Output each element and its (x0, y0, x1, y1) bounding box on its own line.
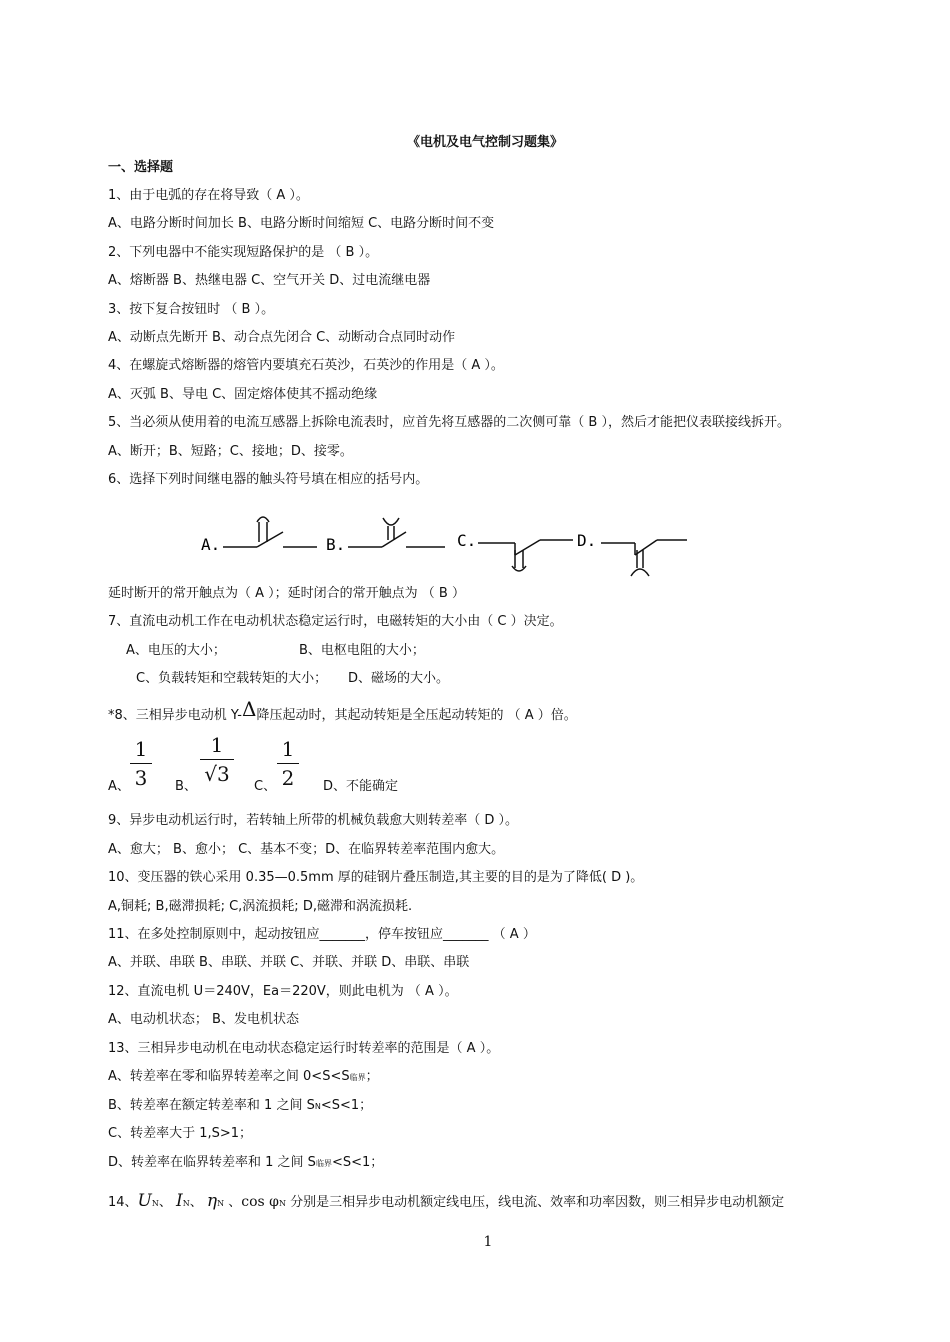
question-14 (108, 1192, 784, 1213)
question-4: 4、在螺旋式熔断器的熔管内要填充石英沙，石英沙的作用是（ A ）。 (108, 358, 504, 373)
question-1: 1、由于电弧的存在将导致（ A ）。 (108, 188, 309, 203)
option-b-end: <S<1； (320, 1098, 373, 1113)
subscript-n: N (182, 1199, 190, 1208)
question-6: 6、选择下列时间继电器的触头符号填在相应的括号内。 (108, 472, 429, 487)
question-8 (108, 697, 577, 725)
section-heading: 一、选择题 (108, 160, 174, 175)
question-5: 5、当必须从使用着的电流互感器上拆除电流表时，应首先将互感器的二次侧可靠（ B ），然后才能把仪表联接线拆开。 (108, 415, 790, 430)
fraction-c (277, 737, 299, 790)
question-10-options: A,铜耗; B,磁滞损耗; C,涡流损耗; D,磁滞和涡流损耗. (108, 899, 413, 914)
fraction-c-numerator: 1 (281, 737, 295, 761)
delta-symbol: Δ (242, 697, 257, 721)
fraction-b-denominator: √3 (204, 762, 230, 786)
separator: 、 (189, 1195, 203, 1210)
question-11-options: A、并联、串联 B、串联、并联 C、并联、并联 D、串联、串联 (108, 955, 470, 970)
question-1-options: A、电路分断时间加长 B、电路分断时间缩短 C、电路分断时间不变 (108, 216, 495, 231)
question-4-options: A、灭弧 B、导电 C、固定熔体使其不摇动绝缘 (108, 387, 378, 402)
rated-current-symbol: I (176, 1191, 183, 1211)
subscript-n: N (151, 1199, 159, 1208)
question-9: 9、异步电动机运行时，若转轴上所带的机械负载愈大则转差率（ D ）。 (108, 813, 519, 828)
question-8-option-b: B、 (175, 779, 197, 794)
option-a-text: A、转差率在零和临界转差率之间 0<S<S (108, 1069, 350, 1084)
fraction-a-denominator: 3 (134, 766, 148, 790)
question-7: 7、直流电动机工作在电动机状态稳定运行时，电磁转矩的大小由（ C ）决定。 (108, 614, 563, 629)
question-7-option-b: B、电枢电阻的大小； (299, 643, 425, 658)
relay-contact-symbols (195, 510, 695, 582)
question-12: 12、直流电机 U＝240V，Ea＝220V，则此电机为 （ A ）。 (108, 984, 458, 999)
question-2-options: A、熔断器 B、热继电器 C、空气开关 D、过电流继电器 (108, 273, 431, 288)
separator: 、 (228, 1195, 242, 1210)
question-2: 2、下列电器中不能实现短路保护的是 （ B ）。 (108, 245, 379, 260)
question-3-options: A、动断点先断开 B、动合点先闭合 C、动断动合点同时动作 (108, 330, 456, 345)
fraction-a (130, 737, 152, 790)
subscript-n: N (217, 1199, 225, 1208)
question-7-option-a: A、电压的大小； (126, 643, 226, 658)
question-14-text: 分别是三相异步电动机额定线电压，线电流、效率和功率因数，则三相异步电动机额定 (290, 1195, 785, 1210)
question-8-option-c: C、 (254, 779, 277, 794)
option-b-text: B、转差率在额定转差率和 1 之间 S (108, 1098, 315, 1113)
question-11: 11、在多处控制原则中，起动按钮应_______，停车按钮应_______ （ A ） (108, 927, 536, 942)
power-factor-symbol: cos φ (241, 1194, 279, 1210)
fraction-a-numerator: 1 (134, 737, 148, 761)
option-d-subscript: 临界 (315, 1159, 332, 1168)
question-13: 13、三相异步电动机在电动状态稳定运行时转差率的范围是（ A ）。 (108, 1041, 500, 1056)
subscript-n: N (278, 1199, 286, 1208)
page-number: 1 (483, 1234, 493, 1250)
symbol-label-a: A. (201, 535, 221, 554)
question-14-number: 14、 (108, 1195, 138, 1210)
rated-voltage-symbol: U (137, 1191, 152, 1211)
separator: 、 (158, 1195, 172, 1210)
question-7-option-c: C、负载转矩和空载转矩的大小； (136, 671, 328, 686)
question-13-option-c: C、转差率大于 1,S>1； (108, 1126, 253, 1141)
question-8-option-d: D、不能确定 (323, 779, 399, 794)
question-10: 10、变压器的铁心采用 0.35—0.5mm 厚的硅钢片叠压制造,其主要的目的是为了降低( D )。 (108, 870, 644, 885)
symbol-label-c: C. (457, 531, 477, 550)
fraction-c-denominator: 2 (281, 766, 295, 790)
symbol-label-b: B. (326, 535, 346, 554)
efficiency-symbol: η (206, 1191, 218, 1211)
question-13-option-a (108, 1068, 379, 1087)
option-b-subscript: N (314, 1102, 321, 1111)
question-9-options: A、愈大； B、愈小； C、基本不变；D、在临界转差率范围内愈大。 (108, 842, 505, 857)
question-7-option-d: D、磁场的大小。 (348, 671, 450, 686)
option-d-text: D、转差率在临界转差率和 1 之间 S (108, 1155, 316, 1170)
question-5-options: A、断开；B、短路；C、接地；D、接零。 (108, 444, 353, 459)
question-13-option-d (108, 1154, 383, 1173)
option-d-end: <S<1； (331, 1155, 384, 1170)
question-13-option-b (108, 1097, 372, 1116)
option-a-end: ； (365, 1069, 379, 1084)
question-12-options: A、电动机状态； B、发电机状态 (108, 1012, 299, 1027)
fraction-b (200, 733, 234, 786)
option-a-subscript: 临界 (349, 1073, 366, 1082)
question-8-suffix: 降压起动时，其起动转矩是全压起动转矩的 （ A ）倍。 (256, 708, 577, 723)
question-6-answer: 延时断开的常开触点为（ A ）；延时闭合的常开触点为 （ B ） (108, 586, 465, 601)
question-3: 3、按下复合按钮时 （ B ）。 (108, 302, 275, 317)
question-8-option-a: A、 (108, 779, 130, 794)
symbol-label-d: D. (577, 531, 597, 550)
document-title: 《电机及电气控制习题集》 (406, 135, 563, 150)
question-8-prefix: *8、三相异步电动机 Y- (108, 708, 242, 723)
fraction-b-numerator: 1 (210, 733, 224, 757)
